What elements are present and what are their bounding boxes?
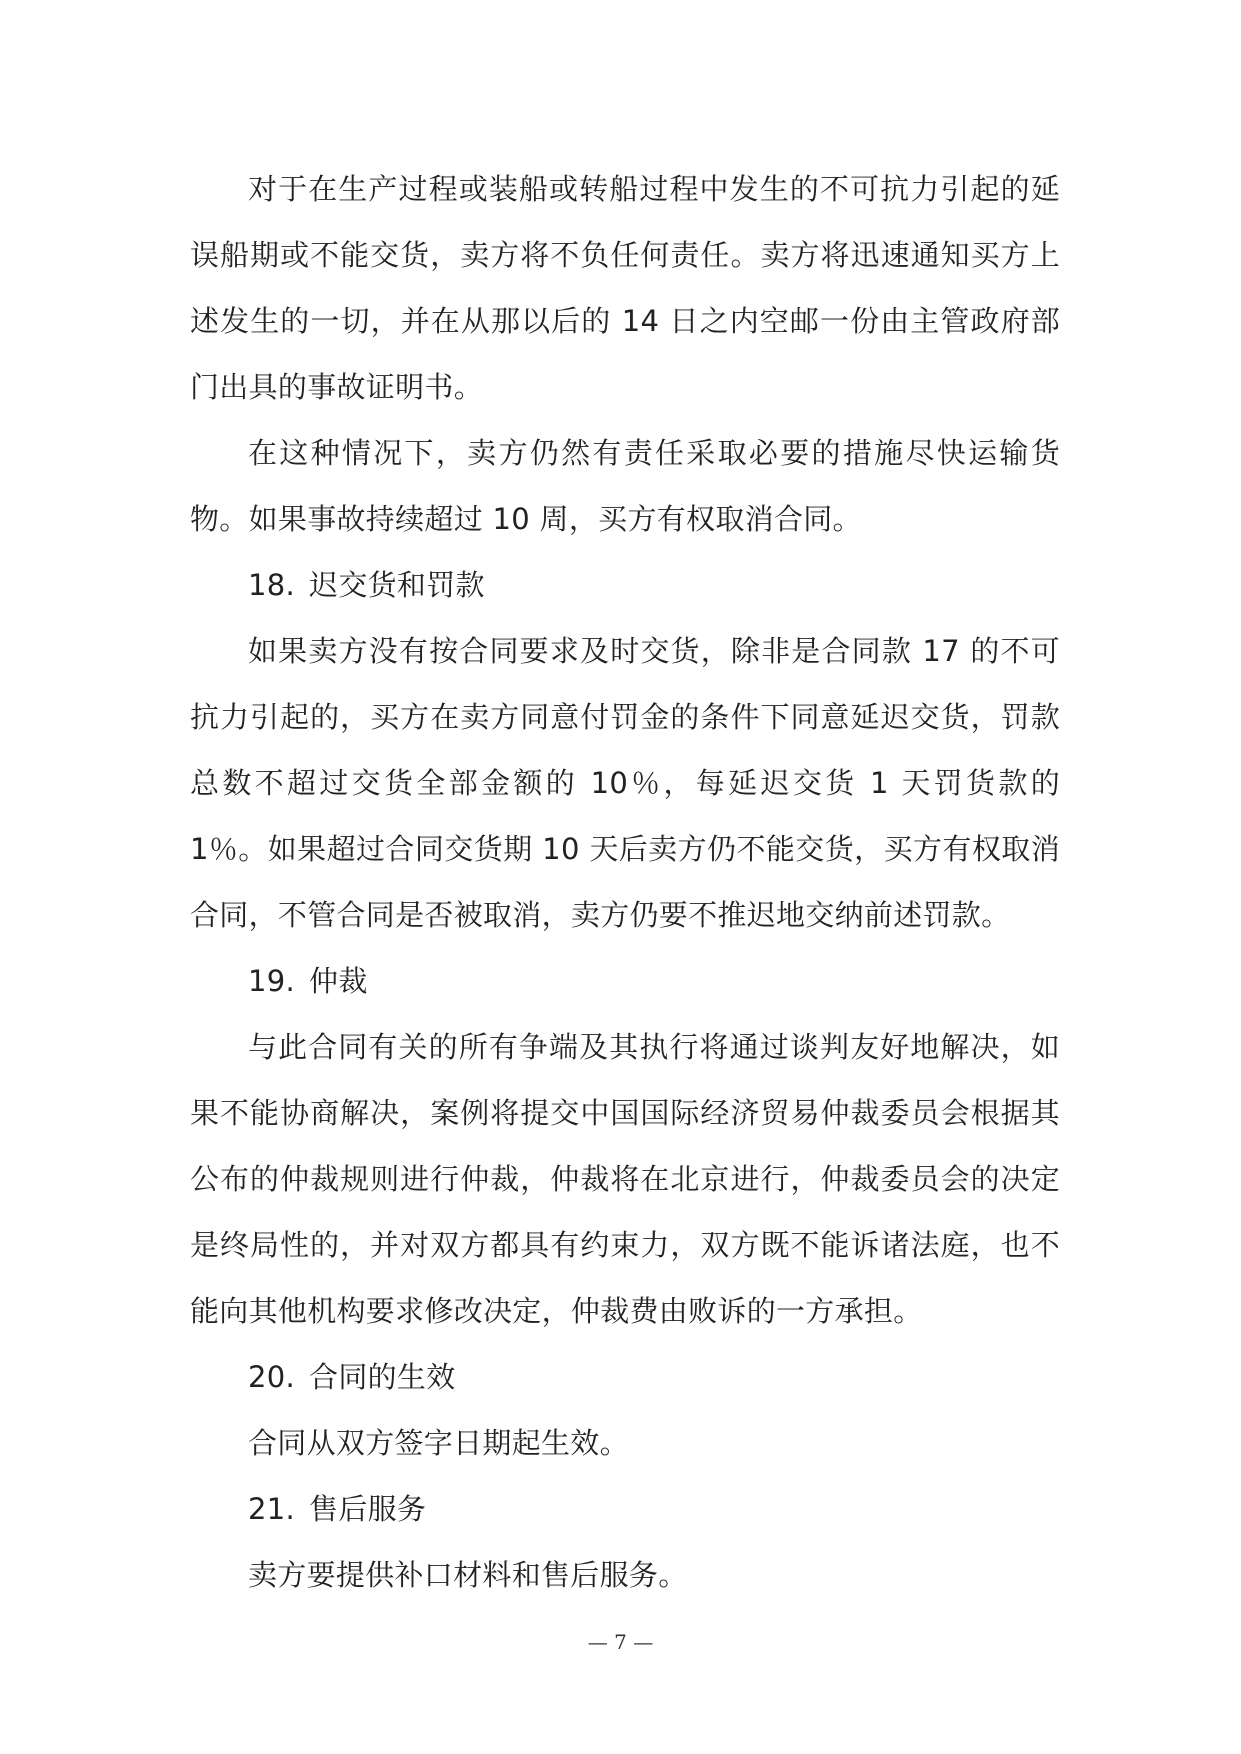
paragraph-late-delivery: 如果卖方没有按合同要求及时交货，除非是合同款 17 的不可抗力引起的，买方在卖方同意付罚金的条件下同意延迟交货，罚款总数不超过交货全部金额的 10％，每延迟交货 1 天罚货款的 1％。如果超过合同交货期 10 天后卖方仍不能交货，买方有权取消合同，不管合同是否被取消，卖方仍要不推迟地交纳前述罚款。 [190, 634, 1060, 932]
section-number: 19. [248, 964, 296, 998]
paragraph-force-majeure-duration: 在这种情况下，卖方仍然有责任采取必要的措施尽快运输货物。如果事故持续超过 10 周，买方有权取消合同。 [190, 436, 1060, 536]
section-heading-18 [190, 552, 1060, 618]
paragraph-after-sales: 卖方要提供补口材料和售后服务。 [248, 1558, 688, 1592]
section-heading-20 [190, 1344, 1060, 1410]
section-number: 20. [248, 1360, 296, 1394]
section-title: 迟交货和罚款 [309, 568, 485, 602]
paragraph-force-majeure: 对于在生产过程或装船或转船过程中发生的不可抗力引起的延误船期或不能交货，卖方将不负任何责任。卖方将迅速通知买方上述发生的一切，并在从那以后的 14 日之内空邮一份由主管政府部门出具的事故证明书。 [190, 172, 1060, 404]
paragraph-arbitration: 与此合同有关的所有争端及其执行将通过谈判友好地解决，如果不能协商解决，案例将提交中国国际经济贸易仲裁委员会根据其公布的仲裁规则进行仲裁，仲裁将在北京进行，仲裁委员会的决定是终局性的，并对双方都具有约束力，双方既不能诉诸法庭，也不能向其他机构要求修改决定，仲裁费由败诉的一方承担。 [190, 1030, 1060, 1328]
document-body [190, 156, 1060, 1608]
page-number: — 7 — [587, 1630, 654, 1654]
section-number: 18. [248, 568, 296, 602]
paragraph-effectiveness: 合同从双方签字日期起生效。 [248, 1426, 629, 1460]
section-title: 合同的生效 [309, 1360, 456, 1394]
section-title: 仲裁 [309, 964, 368, 998]
section-heading-21 [190, 1476, 1060, 1542]
section-title: 售后服务 [309, 1492, 427, 1526]
section-number: 21. [248, 1492, 296, 1526]
section-heading-19 [190, 948, 1060, 1014]
